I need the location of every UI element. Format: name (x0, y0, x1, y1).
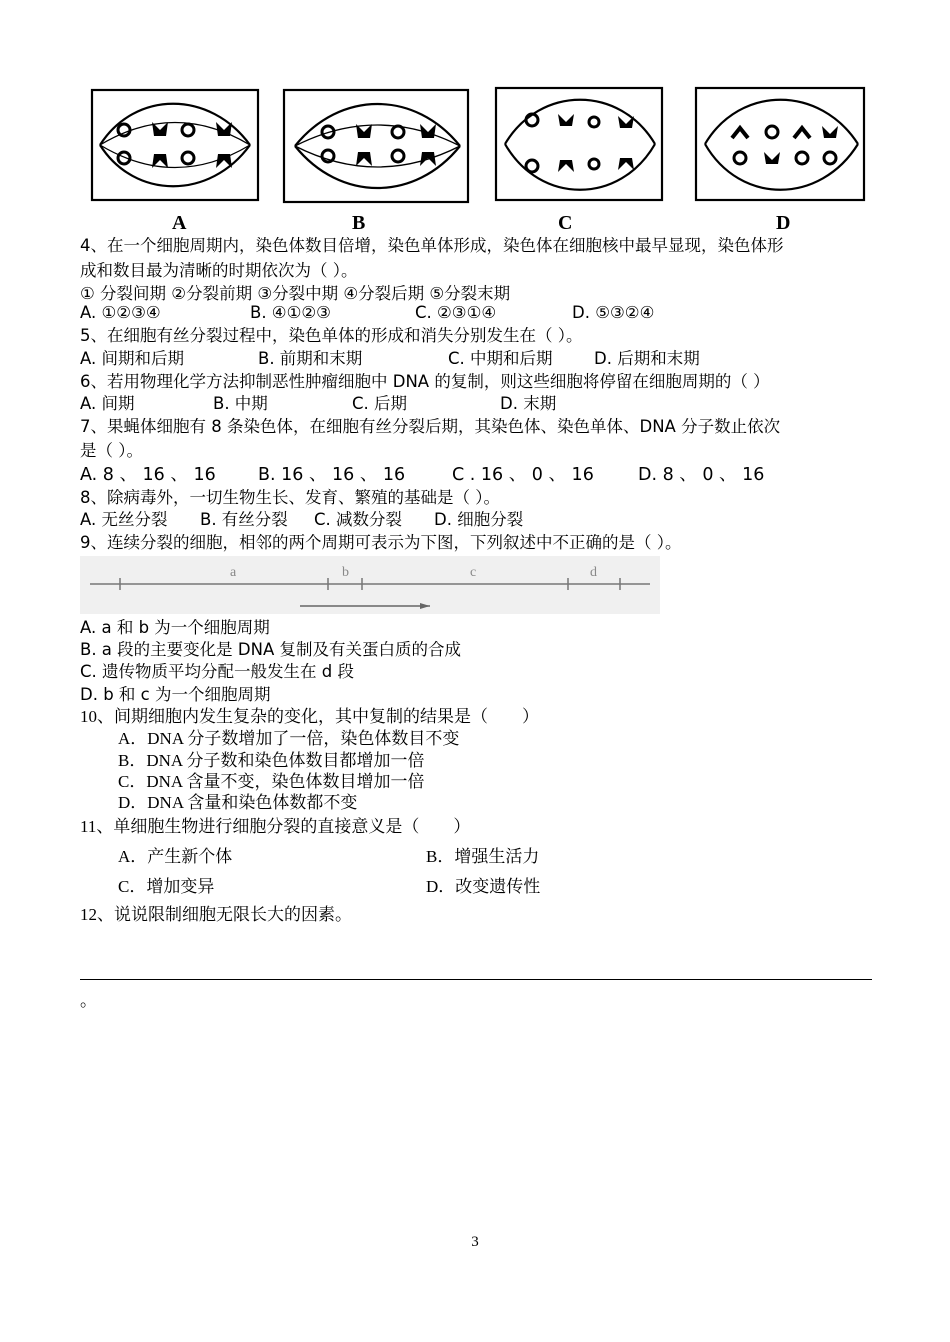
q5-stem: 5、在细胞有丝分裂过程中，染色单体的形成和消失分别发生在（ ）。 (80, 326, 583, 345)
mitosis-figure (80, 80, 880, 215)
q7-option-b: B. 16 、 16 、 16 (258, 465, 406, 485)
q8-option-a: A. 无丝分裂 (80, 510, 168, 529)
q11-option-a: A．产生新个体 (118, 847, 233, 866)
cell-cycle-timeline (80, 556, 660, 614)
q8-option-d: D. 细胞分裂 (434, 510, 524, 529)
q7-option-d: D. 8 、 0 、 16 (638, 465, 765, 485)
segment-label-c: c (470, 565, 477, 580)
q12-tail: 。 (80, 991, 97, 1010)
q6-option-c: C. 后期 (352, 394, 408, 413)
q11-option-b: B．增强生活力 (426, 847, 540, 866)
q11-option-c: C．增加变异 (118, 877, 215, 896)
q5-option-b: B. 前期和末期 (258, 349, 363, 368)
figure-label-d: D (776, 212, 791, 234)
q10-stem: 10、间期细胞内发生复杂的变化，其中复制的结果是（ ） (80, 707, 539, 726)
q10-option-c: C．DNA 含量不变，染色体数目增加一倍 (118, 772, 425, 791)
q11-option-d: D．改变遗传性 (426, 877, 541, 896)
q10-option-a: A．DNA 分子数增加了一倍，染色体数目不变 (118, 729, 460, 748)
q8-option-c: C. 减数分裂 (314, 510, 403, 529)
q8-option-b: B. 有丝分裂 (200, 510, 288, 529)
q4-stem-line2: 成和数目最为清晰的时期依次为（ ）。 (80, 261, 358, 280)
q9-option-a: A. a 和 b 为一个细胞周期 (80, 618, 270, 637)
segment-label-b: b (342, 565, 349, 580)
q7-option-a: A. 8 、 16 、 16 (80, 465, 216, 485)
q7-stem-line1: 7、果蝇体细胞有 8 条染色体，在细胞有丝分裂后期，其染色体、染色单体、DNA 分子数止依次 (80, 417, 781, 436)
page-number: 3 (471, 1234, 479, 1250)
q4-option-b: B. ④①②③ (250, 303, 331, 322)
q9-stem: 9、连续分裂的细胞，相邻的两个周期可表示为下图，下列叙述中不正确的是（ ）。 (80, 533, 682, 552)
q6-option-b: B. 中期 (213, 394, 268, 413)
q5-option-a: A. 间期和后期 (80, 349, 184, 368)
q10-option-d: D．DNA 含量和染色体数都不变 (118, 793, 358, 812)
figure-label-a: A (172, 212, 187, 234)
q5-option-c: C. 中期和后期 (448, 349, 553, 368)
q4-stem-line1: 4、在一个细胞周期内，染色体数目倍增，染色单体形成，染色体在细胞核中最早显现，染色体形 (80, 236, 784, 255)
q7-option-c: C . 16 、 0 、 16 (452, 465, 594, 485)
q4-option-d: D. ⑤③②④ (572, 303, 655, 322)
q10-option-b: B．DNA 分子数和染色体数目都增加一倍 (118, 751, 425, 770)
q5-option-d: D. 后期和末期 (594, 349, 700, 368)
figure-label-b: B (352, 212, 366, 234)
q6-option-d: D. 末期 (500, 394, 557, 413)
q4-stages: ① 分裂间期 ②分裂前期 ③分裂中期 ④分裂后期 ⑤分裂末期 (80, 284, 511, 303)
figure-label-c: C (558, 212, 573, 234)
q4-option-c: C. ②③①④ (415, 303, 497, 322)
q6-stem: 6、若用物理化学方法抑制恶性肿瘤细胞中 DNA 的复制，则这些细胞将停留在细胞周期的（ ） (80, 372, 770, 391)
cell-diagram-b (284, 90, 468, 202)
answer-line (80, 979, 872, 980)
cell-diagram-d (696, 88, 864, 200)
segment-label-a: a (230, 565, 237, 580)
cell-diagram-c (496, 88, 662, 200)
q9-option-d: D. b 和 c 为一个细胞周期 (80, 685, 271, 704)
q12-stem: 12、说说限制细胞无限长大的因素。 (80, 905, 352, 924)
q9-option-b: B. a 段的主要变化是 DNA 复制及有关蛋白质的合成 (80, 640, 461, 659)
q6-option-a: A. 间期 (80, 394, 135, 413)
q9-option-c: C. 遗传物质平均分配一般发生在 d 段 (80, 662, 354, 681)
q7-stem-line2: 是（ ）。 (80, 441, 143, 460)
cell-diagram-a (92, 90, 258, 200)
segment-label-d: d (590, 565, 597, 580)
q11-stem: 11、单细胞生物进行细胞分裂的直接意义是（ ） (80, 817, 471, 836)
q8-stem: 8、除病毒外，一切生物生长、发育、繁殖的基础是（ ）。 (80, 488, 500, 507)
q4-option-a: A. ①②③④ (80, 303, 161, 322)
